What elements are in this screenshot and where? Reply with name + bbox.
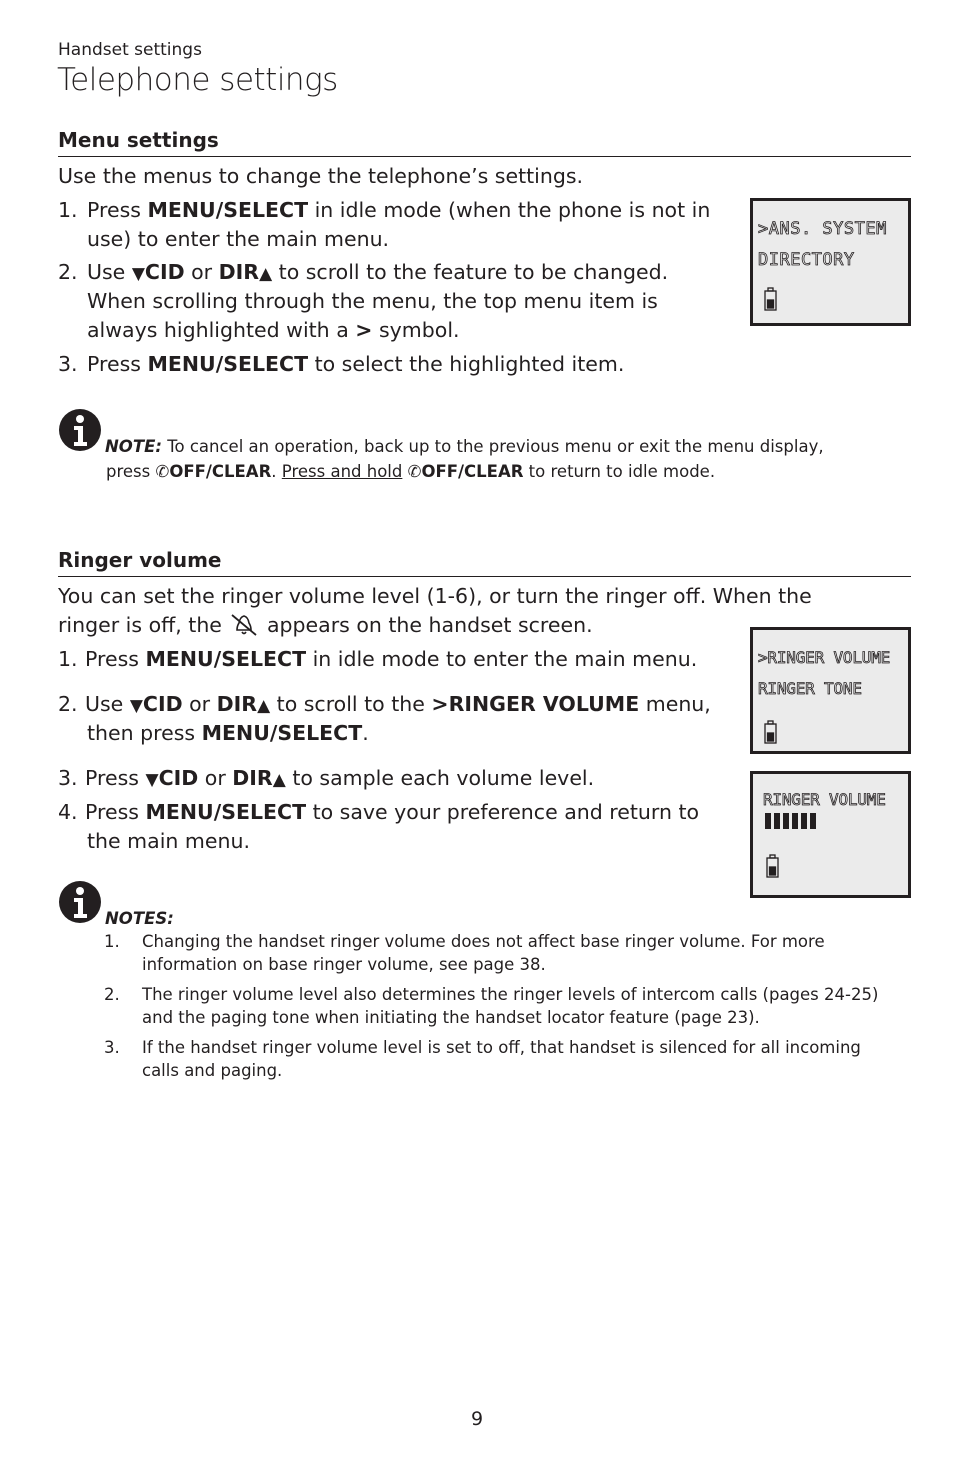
page-number: 9	[470, 1408, 484, 1430]
section-heading-ringer-volume: Ringer volume	[58, 548, 222, 572]
battery-icon	[767, 855, 778, 877]
lcd-screen-ringer-menu	[750, 627, 911, 754]
step-1: 1. Press MENU/SELECT in idle mode (when the phone is not in use) to enter the main menu.	[58, 198, 711, 251]
volume-bar	[810, 813, 816, 829]
volume-bar	[801, 813, 807, 829]
lcd-line-1: >ANS. SYSTEM	[758, 219, 887, 239]
lcd-line-1: >RINGER VOLUME	[758, 648, 891, 667]
lcd-line-2: RINGER TONE	[758, 679, 862, 698]
phone-off-icon: ✆	[407, 462, 422, 481]
lcd-line-1: RINGER VOLUME	[763, 790, 886, 809]
list-item: 2.	[104, 985, 120, 1004]
notes-label: NOTES:	[105, 909, 174, 928]
battery-icon	[765, 288, 776, 310]
section-heading-menu-settings: Menu settings	[58, 128, 219, 152]
ringer-step-3: 3. Press ▼CID or DIR▲ to sample each volume level.	[58, 766, 595, 790]
ringer-intro-2: ringer is off, the appears on the handset screen.	[58, 613, 593, 637]
volume-bar	[783, 813, 789, 829]
list-item: The ringer volume level also determines the ringer levels of intercom calls (pages 24-25) and the paging tone when initiating the handset locator feature (page 23).	[142, 985, 879, 1027]
down-arrow-icon: ▼	[145, 770, 159, 790]
breadcrumb: Handset settings	[58, 40, 202, 60]
step-2: 2. Use ▼CID or DIR▲ to scroll to the feature to be changed. When scrolling through the menu, the top menu item is always highlighted with a > symbol.	[58, 260, 669, 342]
down-arrow-icon: ▼	[129, 696, 143, 716]
up-arrow-icon: ▲	[257, 696, 271, 716]
lcd-line-2: DIRECTORY	[758, 250, 855, 270]
up-arrow-icon: ▲	[259, 264, 273, 284]
lcd-screen-volume-level	[750, 771, 911, 898]
info-icon	[58, 880, 102, 924]
ringer-step-4: 4. Press MENU/SELECT to save your preference and return to the main menu.	[58, 800, 700, 853]
list-item: If the handset ringer volume level is set to off, that handset is silenced for all incoming calls and paging.	[142, 1038, 861, 1080]
ringer-step-2: 2. Use ▼CID or DIR▲ to scroll to the >RINGER VOLUME menu, then press MENU/SELECT.	[58, 692, 711, 745]
divider	[58, 576, 911, 577]
down-arrow-icon: ▼	[131, 264, 145, 284]
volume-bars	[765, 813, 816, 829]
list-item: Changing the handset ringer volume does not affect base ringer volume. For more information on base ringer volume, see page 38.	[142, 932, 825, 974]
up-arrow-icon: ▲	[272, 770, 286, 790]
lcd-screen-main-menu	[750, 198, 911, 326]
list-item: 3.	[104, 1038, 120, 1057]
step-3: 3. Press MENU/SELECT to select the highlighted item.	[58, 352, 625, 376]
ringer-intro-1: You can set the ringer volume level (1-6), or turn the ringer off. When the	[58, 584, 812, 608]
volume-bar	[774, 813, 780, 829]
note-cancel: NOTE: To cancel an operation, back up to the previous menu or exit the menu display, press ✆OFF/CLEAR. Press and hold ✆OFF/CLEAR to return to idle mode.	[105, 437, 824, 481]
page-title: Telephone settings	[57, 62, 338, 98]
phone-off-icon: ✆	[155, 462, 170, 481]
intro-text: Use the menus to change the telephone’s settings.	[58, 164, 584, 188]
list-item: 1.	[104, 932, 120, 951]
ringer-off-icon	[228, 611, 260, 637]
divider	[58, 156, 911, 157]
volume-bar	[792, 813, 798, 829]
info-icon	[58, 408, 102, 452]
ringer-step-1: 1. Press MENU/SELECT in idle mode to enter the main menu.	[58, 647, 698, 671]
battery-icon	[765, 721, 776, 743]
volume-bar	[765, 813, 771, 829]
